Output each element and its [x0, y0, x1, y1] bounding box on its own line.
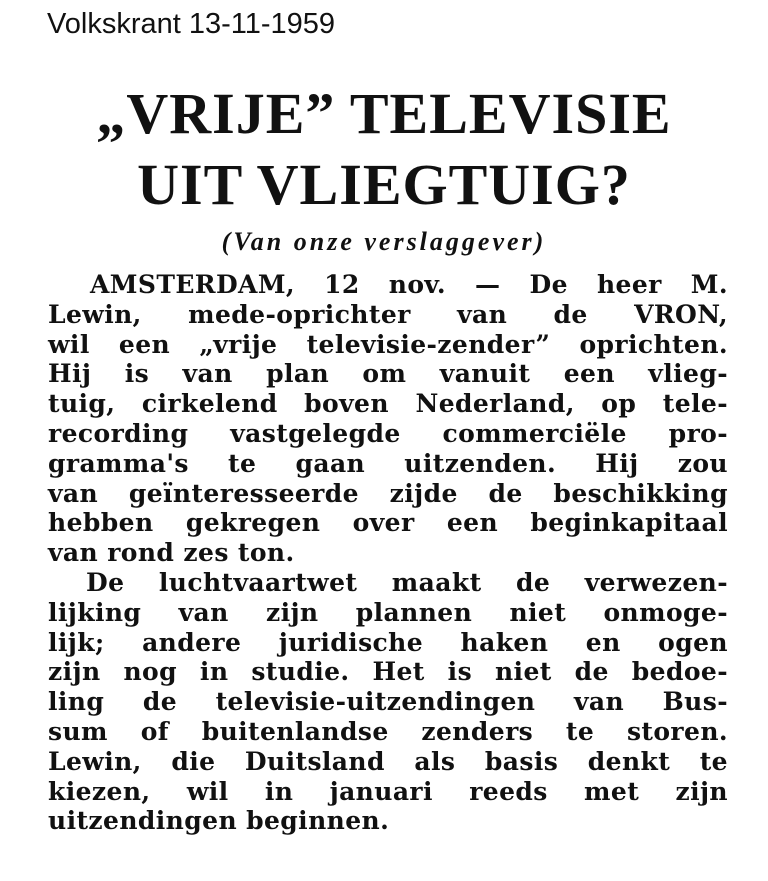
text-line: hebben gekregen over een beginkapitaal	[48, 508, 728, 538]
text-line: van geïnteresseerde zijde de beschikking	[48, 478, 728, 508]
text-line: AMSTERDAM, 12 nov. — De heer M.	[90, 270, 728, 299]
text-line: uitzendingen beginnen.	[48, 806, 390, 836]
text-line: sum of buitenlandse zenders te storen.	[48, 716, 728, 746]
source-caption: Volkskrant 13-11-1959	[47, 8, 336, 40]
byline: (Van onze verslaggever)	[221, 227, 547, 256]
text-line: zijn nog in studie. Het is niet de bedoe-	[48, 657, 728, 687]
text-line: tuig, cirkelend boven Nederland, op tele-	[48, 389, 728, 419]
text-line: wil een „vrije televisie-zender” oprichten.	[48, 329, 728, 359]
text-line: Hij is van plan om vanuit een vlieg-	[48, 359, 728, 389]
text-line: Lewin, mede-oprichter van de VRON,	[48, 299, 728, 329]
paragraph-2	[48, 568, 728, 836]
paragraph-1	[48, 270, 728, 568]
text-line: gramma's te gaan uitzenden. Hij zou	[48, 448, 728, 478]
text-line: van rond zes ton.	[48, 538, 295, 568]
headline-line-2: UIT VLIEGTUIG?	[137, 152, 631, 217]
text-line: lijk; andere juridische haken en ogen	[48, 627, 728, 657]
text-line: ling de televisie-uitzendingen van Bus-	[48, 687, 728, 717]
text-line: Lewin, die Duitsland als basis denkt te	[48, 746, 728, 776]
text-line: recording vastgelegde commerciële pro-	[48, 418, 728, 448]
article-body	[48, 270, 728, 836]
text-line: kiezen, wil in januari reeds met zijn	[48, 776, 728, 806]
text-line: lijking van zijn plannen niet onmoge-	[48, 597, 728, 627]
text-line: De luchtvaartwet maakt de verwezen-	[86, 567, 728, 597]
headline-line-1: „VRIJE” TELEVISIE	[96, 81, 672, 146]
